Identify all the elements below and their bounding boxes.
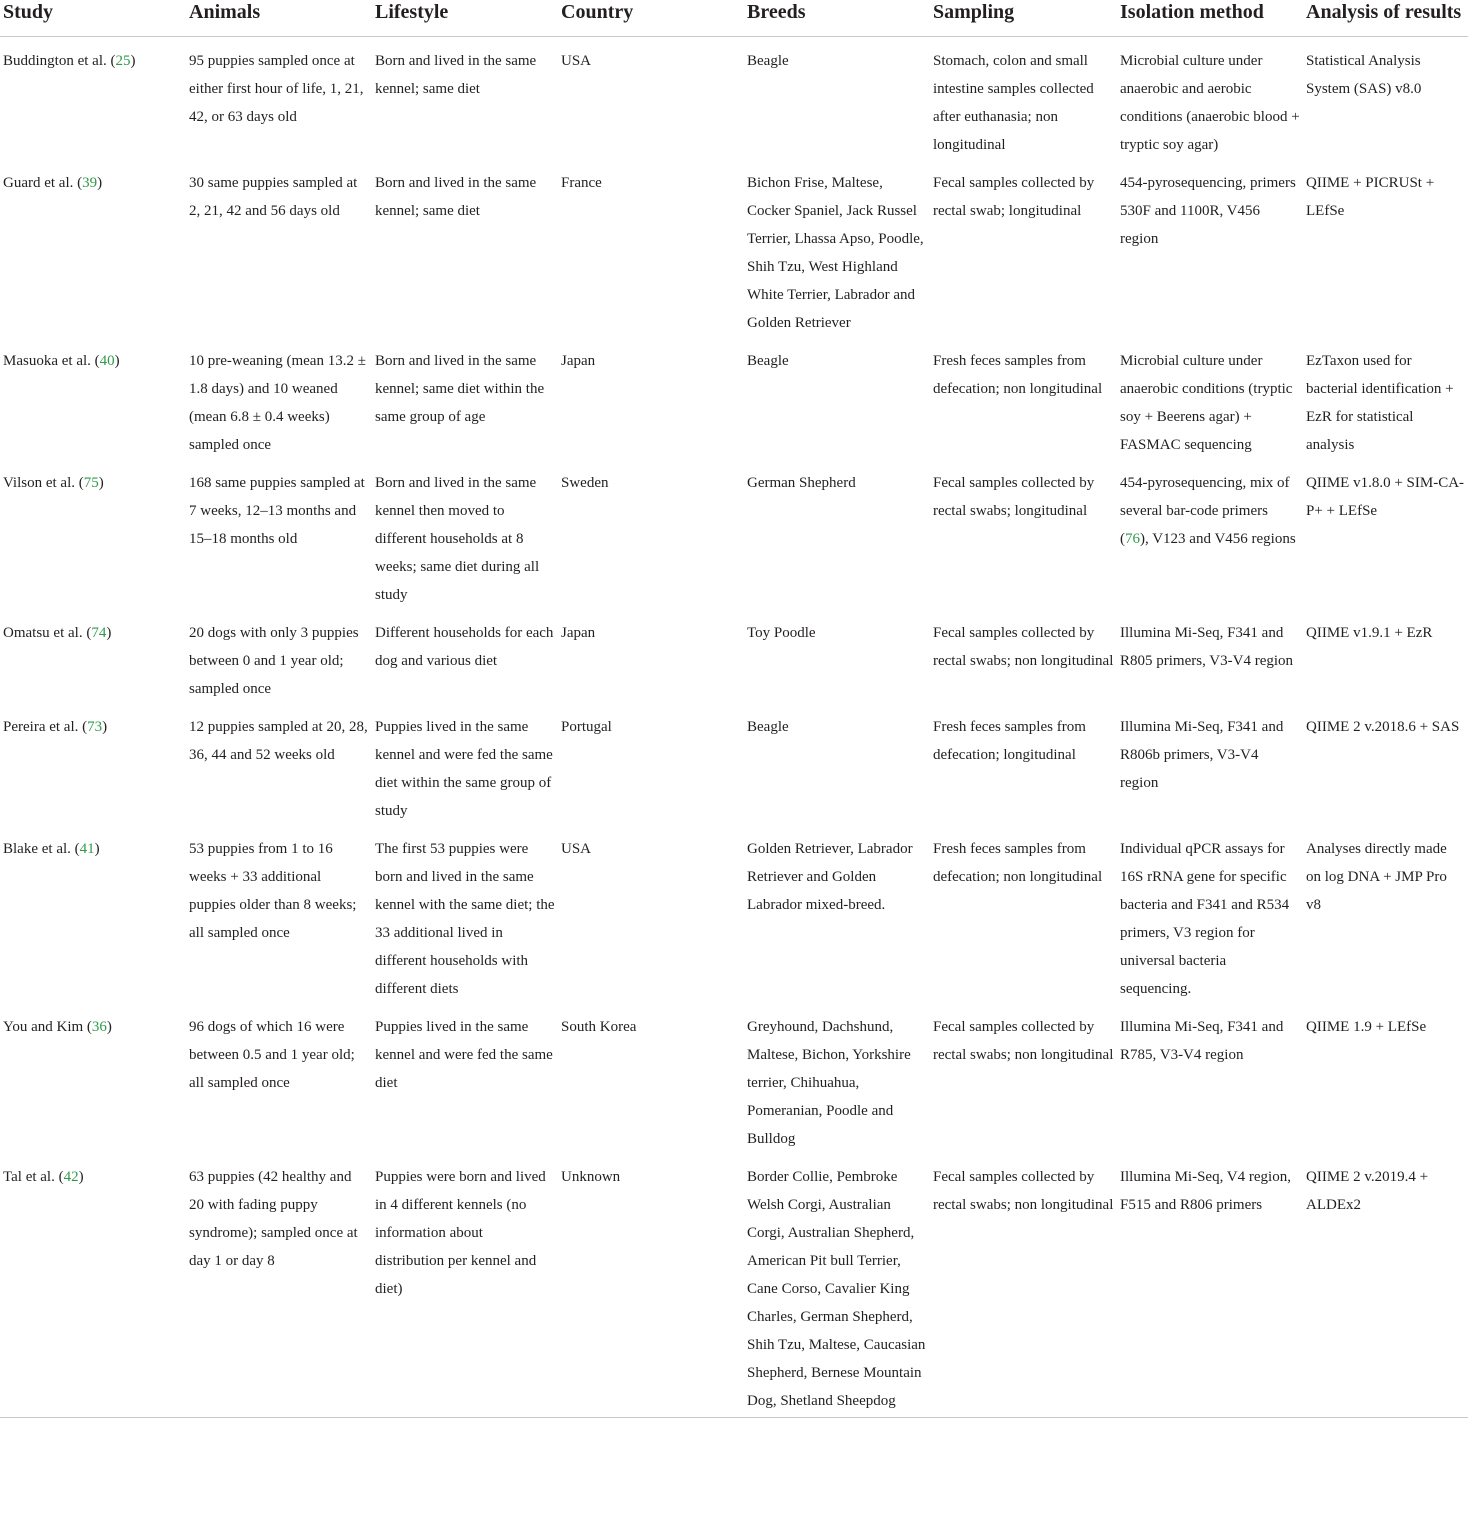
lifestyle-cell: Born and lived in the same kennel; same diet: [375, 175, 537, 219]
analysis-cell: QIIME 2 v.2018.6 + SAS: [1306, 719, 1460, 735]
lifestyle-cell: Born and lived in the same kennel; same diet: [375, 53, 537, 97]
breeds-cell: Beagle: [747, 353, 789, 369]
study-cell: [0, 1003, 186, 1153]
animals-cell: 53 puppies from 1 to 16 weeks + 33 additional puppies older than 8 weeks; all sampled once: [189, 841, 357, 941]
lifestyle-cell: Puppies were born and lived in 4 different kennels (no information about distribution per kennel and diet): [372, 1153, 558, 1418]
lifestyle-cell: Different households for each dog and various diet: [375, 625, 554, 669]
isolation-method-cell: [1117, 703, 1303, 825]
study-tail: ): [106, 1019, 112, 1035]
table-row: [0, 37, 1468, 160]
country-cell: Sweden: [561, 475, 609, 491]
header-analysis-of-results: Analysis of results: [1303, 0, 1468, 37]
isolation-text: Illumina Mi-Seq, F341 and R806b primers, V3-V4 region: [1120, 719, 1284, 791]
study-tail: ): [102, 719, 108, 735]
lifestyle-cell: Born and lived in the same kennel then moved to different households at 8 weeks; same diet during all study: [375, 475, 540, 603]
animals-cell: 30 same puppies sampled at 2, 21, 42 and 56 days old: [189, 175, 358, 219]
breeds-cell: Toy Poodle: [747, 625, 816, 641]
study-cell: [0, 459, 186, 609]
study-author: You and Kim (: [3, 1019, 92, 1035]
analysis-cell: QIIME 2 v.2019.4 + ALDEx2: [1303, 1153, 1468, 1418]
breeds-cell: Beagle: [747, 53, 789, 69]
study-cell: [0, 825, 186, 1003]
isolation-text-tail: ), V123 and V456 regions: [1140, 531, 1296, 547]
citation-link[interactable]: 74: [91, 625, 107, 641]
sampling-cell: Fresh feces samples from defecation; non longitudinal: [933, 841, 1103, 885]
animals-cell: 20 dogs with only 3 puppies between 0 and 1 year old; sampled once: [189, 625, 359, 697]
breeds-cell: Greyhound, Dachshund, Maltese, Bichon, Yorkshire terrier, Chihuahua, Pomeranian, Poodle and Bulldog: [747, 1019, 911, 1147]
study-author: Blake et al. (: [3, 841, 80, 857]
isolation-method-cell: [1117, 459, 1303, 609]
analysis-cell: QIIME v1.9.1 + EzR: [1306, 625, 1433, 641]
study-tail: ): [106, 625, 112, 641]
header-sampling: Sampling: [930, 0, 1117, 37]
sampling-cell: Fecal samples collected by rectal swab; longitudinal: [933, 175, 1095, 219]
table-row: [0, 703, 1468, 825]
study-cell: [0, 1153, 186, 1418]
table-row: [0, 1153, 1468, 1418]
analysis-cell: EzTaxon used for bacterial identification + EzR for statistical analysis: [1306, 353, 1454, 453]
animals-cell: 96 dogs of which 16 were between 0.5 and 1 year old; all sampled once: [189, 1019, 355, 1091]
table-row: [0, 337, 1468, 459]
table-body: [0, 37, 1468, 1418]
isolation-text: Microbial culture under anaerobic conditions (tryptic soy + Beerens agar) + FASMAC sequencing: [1120, 353, 1293, 453]
sampling-cell: Fecal samples collected by rectal swabs; longitudinal: [933, 475, 1095, 519]
study-author: Guard et al. (: [3, 175, 83, 191]
isolation-text: 454-pyrosequencing, primers 530F and 1100R, V456 region: [1120, 175, 1296, 247]
animals-cell: 63 puppies (42 healthy and 20 with fading puppy syndrome); sampled once at day 1 or day 8: [186, 1153, 372, 1418]
study-cell: [0, 159, 186, 337]
citation-link[interactable]: 73: [87, 719, 103, 735]
isolation-method-cell: [1117, 159, 1303, 337]
study-tail: ): [114, 353, 120, 369]
country-cell: South Korea: [561, 1019, 637, 1035]
isolation-text: Illumina Mi-Seq, V4 region, F515 and R806 primers: [1120, 1169, 1291, 1213]
header-animals: Animals: [186, 0, 372, 37]
header-lifestyle: Lifestyle: [372, 0, 558, 37]
table-row: [0, 825, 1468, 1003]
analysis-cell: QIIME v1.8.0 + SIM-CA-P+ + LEfSe: [1306, 475, 1465, 519]
study-tail: ): [94, 841, 100, 857]
study-cell: [0, 337, 186, 459]
isolation-text: 454-pyrosequencing, mix of several bar-code primers (: [1120, 475, 1290, 547]
analysis-cell: QIIME 1.9 + LEfSe: [1306, 1019, 1427, 1035]
animals-cell: 10 pre-weaning (mean 13.2 ± 1.8 days) and 10 weaned (mean 6.8 ± 0.4 weeks) sampled once: [189, 353, 366, 453]
analysis-cell: QIIME + PICRUSt + LEfSe: [1306, 175, 1435, 219]
citation-link[interactable]: 36: [91, 1019, 107, 1035]
header-study: Study: [0, 0, 186, 37]
lifestyle-cell: The first 53 puppies were born and lived in the same kennel with the same diet; the 33 additional lived in different households with different diets: [375, 841, 555, 997]
citation-link[interactable]: 42: [63, 1169, 79, 1185]
country-cell: France: [561, 175, 602, 191]
citation-link[interactable]: 75: [83, 475, 99, 491]
study-tail: ): [78, 1169, 84, 1185]
study-author: Vilson et al. (: [3, 475, 84, 491]
sampling-cell: Fresh feces samples from defecation; non longitudinal: [933, 353, 1103, 397]
sampling-cell: Stomach, colon and small intestine samples collected after euthanasia; non longitudinal: [933, 53, 1094, 153]
breeds-cell: Border Collie, Pembroke Welsh Corgi, Australian Corgi, Australian Shepherd, American Pit bull Terrier, Cane Corso, Cavalier King Charles, German Shepherd, Shih Tzu, Maltese, Caucasian Shepherd, Bernese Mountain Dog, Shetland Sheepdog: [744, 1153, 930, 1418]
isolation-method-cell: [1117, 609, 1303, 703]
breeds-cell: Golden Retriever, Labrador Retriever and Golden Labrador mixed-breed.: [747, 841, 913, 913]
analysis-cell: Analyses directly made on log DNA + JMP Pro v8: [1306, 841, 1447, 913]
country-cell: USA: [561, 53, 592, 69]
header-isolation-method: Isolation method: [1117, 0, 1303, 37]
isolation-method-cell: [1117, 37, 1303, 160]
animals-cell: 12 puppies sampled at 20, 28, 36, 44 and 52 weeks old: [189, 719, 368, 763]
citation-link[interactable]: 25: [115, 53, 131, 69]
citation-link[interactable]: 41: [79, 841, 95, 857]
animals-cell: 95 puppies sampled once at either first hour of life, 1, 21, 42, or 63 days old: [189, 53, 364, 125]
study-author: Omatsu et al. (: [3, 625, 92, 641]
study-tail: ): [130, 53, 136, 69]
table-row: [0, 609, 1468, 703]
study-cell: [0, 703, 186, 825]
study-author: Masuoka et al. (: [3, 353, 100, 369]
isolation-text: Individual qPCR assays for 16S rRNA gene for specific bacteria and F341 and R534 primers, V3 region for universal bacteria sequencing.: [1120, 841, 1290, 997]
breeds-cell: Bichon Frise, Maltese, Cocker Spaniel, Jack Russel Terrier, Lhassa Apso, Poodle, Shih Tzu, West Highland White Terrier, Labrador and Golden Retriever: [747, 175, 924, 331]
table-row: [0, 459, 1468, 609]
isolation-method-cell: [1117, 825, 1303, 1003]
study-cell: [0, 37, 186, 160]
isolation-text: Illumina Mi-Seq, F341 and R785, V3-V4 region: [1120, 1019, 1284, 1063]
sampling-cell: Fecal samples collected by rectal swabs; non longitudinal: [933, 625, 1114, 669]
header-row: [0, 0, 1468, 37]
study-author: Pereira et al. (: [3, 719, 88, 735]
header-breeds: Breeds: [744, 0, 930, 37]
isolation-method-cell: [1117, 1003, 1303, 1153]
breeds-cell: Beagle: [747, 719, 789, 735]
sampling-cell: Fecal samples collected by rectal swabs; non longitudinal: [933, 1019, 1114, 1063]
analysis-cell: Statistical Analysis System (SAS) v8.0: [1306, 53, 1422, 97]
animals-cell: 168 same puppies sampled at 7 weeks, 12–13 months and 15–18 months old: [189, 475, 365, 547]
study-tail: ): [97, 175, 103, 191]
country-cell: Unknown: [558, 1153, 744, 1418]
citation-link[interactable]: 76: [1125, 531, 1140, 547]
table-row: [0, 159, 1468, 337]
study-tail: ): [98, 475, 104, 491]
sampling-cell: Fresh feces samples from defecation; longitudinal: [933, 719, 1086, 763]
table-row: [0, 1003, 1468, 1153]
country-cell: Japan: [561, 353, 596, 369]
table-header: [0, 0, 1468, 37]
breeds-cell: German Shepherd: [747, 475, 856, 491]
citation-link[interactable]: 39: [82, 175, 98, 191]
country-cell: Japan: [561, 625, 596, 641]
isolation-method-cell: [1117, 1153, 1303, 1418]
lifestyle-cell: Born and lived in the same kennel; same diet within the same group of age: [375, 353, 545, 425]
header-country: Country: [558, 0, 744, 37]
citation-link[interactable]: 40: [99, 353, 115, 369]
lifestyle-cell: Puppies lived in the same kennel and were fed the same diet: [375, 1019, 553, 1091]
isolation-text: Illumina Mi-Seq, F341 and R805 primers, V3-V4 region: [1120, 625, 1294, 669]
sampling-cell: Fecal samples collected by rectal swabs; non longitudinal: [930, 1153, 1117, 1418]
country-cell: USA: [561, 841, 592, 857]
isolation-text: Microbial culture under anaerobic and aerobic conditions (anaerobic blood + tryptic soy agar): [1120, 53, 1300, 153]
isolation-method-cell: [1117, 337, 1303, 459]
study-author: Buddington et al. (: [3, 53, 116, 69]
study-cell: [0, 609, 186, 703]
country-cell: Portugal: [561, 719, 612, 735]
lifestyle-cell: Puppies lived in the same kennel and were fed the same diet within the same group of study: [375, 719, 553, 819]
study-author: Tal et al. (: [3, 1169, 64, 1185]
